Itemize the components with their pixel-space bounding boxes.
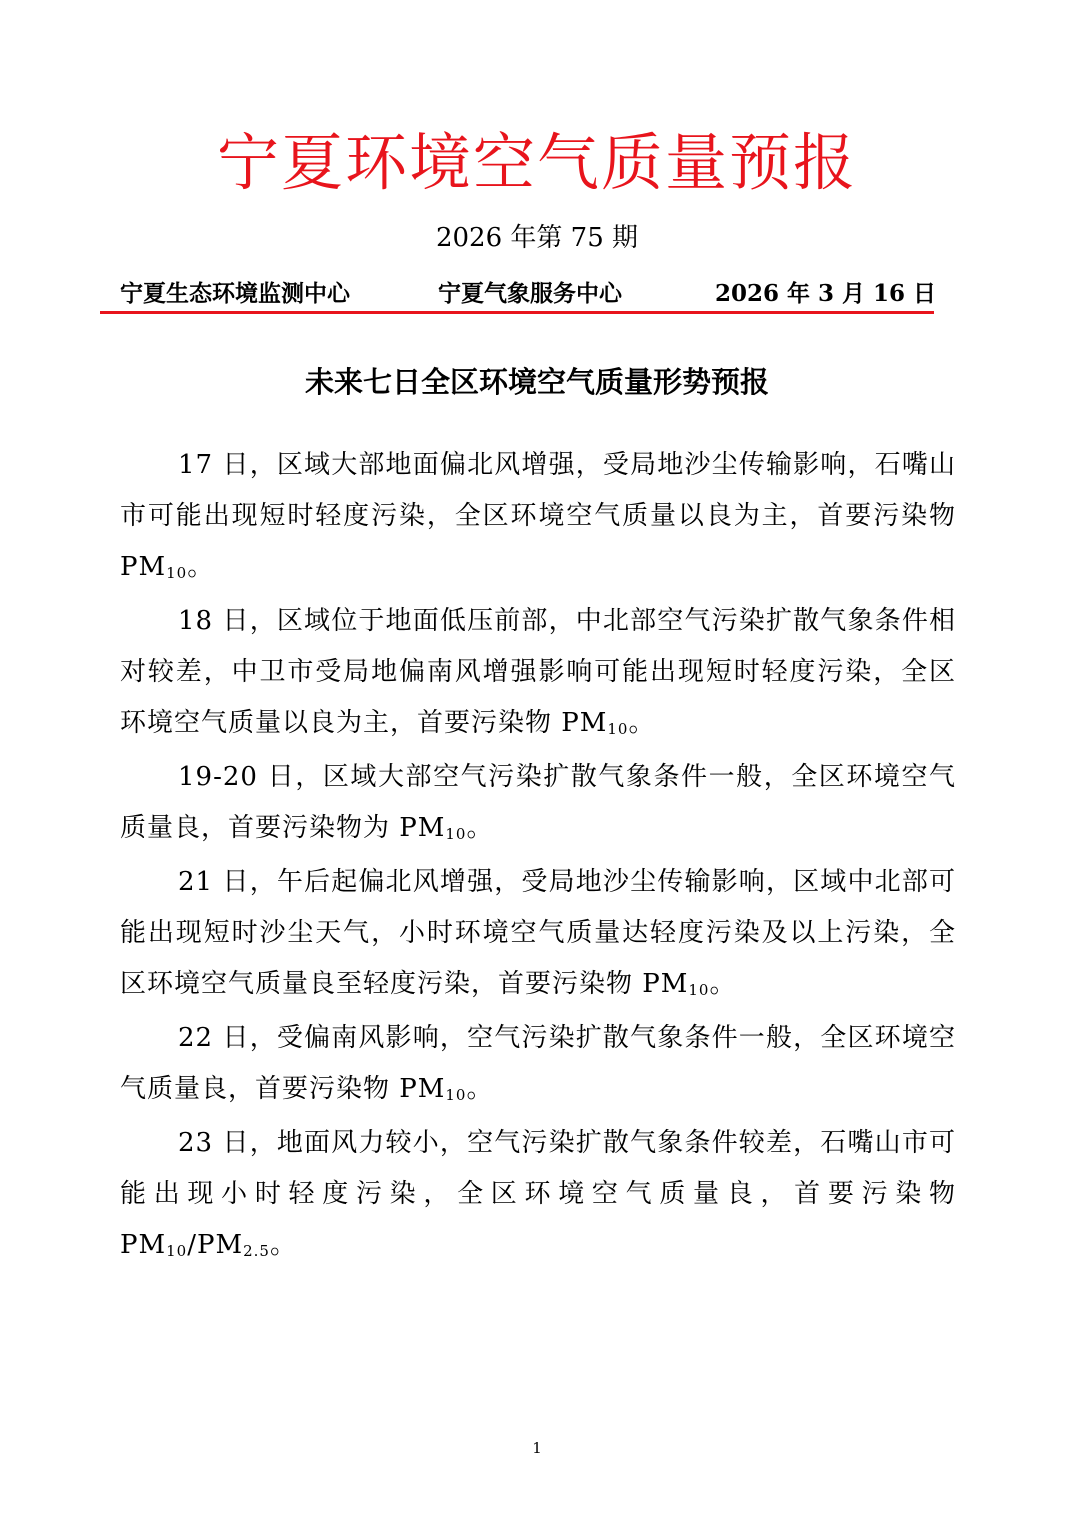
pollutant-subscript: 10: [445, 1086, 467, 1104]
publisher-info-row: [120, 276, 936, 312]
pollutant-subscript: 10: [166, 564, 188, 582]
paragraph-text: 17 日，区域大部地面偏北风增强，受局地沙尘传输影响，石嘴山市可能出现短时轻度污染，全区环境空气质量以良为主，首要污染物 PM: [120, 450, 956, 582]
page-number: 1: [532, 1439, 542, 1457]
red-divider-line: [100, 311, 934, 314]
forecast-paragraph-day19-20: [120, 752, 956, 857]
paragraph-text: 19-20 日，区域大部空气污染扩散气象条件一般，全区环境空气质量良，首要污染物为 PM: [120, 762, 956, 843]
pollutant-subscript: 10: [607, 720, 629, 738]
publisher-env-monitoring-center: 宁夏生态环境监测中心: [120, 280, 350, 307]
paragraph-end: 。: [187, 552, 215, 582]
forecast-paragraph-day21: [120, 857, 956, 1013]
pollutant-subscript: 2.5: [243, 1242, 270, 1260]
issue-number: 2026 年第 75 期: [435, 223, 639, 253]
paragraph-text: 22 日，受偏南风影响，空气污染扩散气象条件一般，全区环境空气质量良，首要污染物 PM: [120, 1023, 956, 1104]
paragraph-end: 。: [466, 1074, 494, 1104]
paragraph-end: 。: [709, 969, 737, 999]
paragraph-text: 18 日，区域位于地面低压前部，中北部空气污染扩散气象条件相对较差，中卫市受局地偏南风增强影响可能出现短时轻度污染，全区环境空气质量以良为主，首要污染物 PM: [120, 606, 956, 738]
forecast-paragraph-day23: [120, 1118, 956, 1274]
pollutant-separator: /PM: [187, 1230, 244, 1260]
publisher-meteorological-center: 宁夏气象服务中心: [438, 280, 622, 307]
paragraph-end: 。: [466, 813, 494, 843]
forecast-body: [120, 440, 956, 1274]
paragraph-end: 。: [628, 708, 656, 738]
publish-date: 2026 年 3 月 16 日: [714, 280, 936, 307]
masthead-title: 宁夏环境空气质量预报: [216, 126, 857, 199]
pollutant-subscript: 10: [445, 825, 467, 843]
pollutant-subscript: 10: [688, 981, 710, 999]
paragraph-end: 。: [269, 1230, 297, 1260]
forecast-paragraph-day18: [120, 596, 956, 752]
pollutant-subscript: 10: [166, 1242, 188, 1260]
section-title: 未来七日全区环境空气质量形势预报: [304, 365, 769, 399]
forecast-paragraph-day22: [120, 1013, 956, 1118]
paragraph-text: 21 日，午后起偏北风增强，受局地沙尘传输影响，区域中北部可能出现短时沙尘天气，小时环境空气质量达轻度污染及以上污染，全区环境空气质量良至轻度污染，首要污染物 PM: [120, 867, 956, 999]
forecast-paragraph-day17: [120, 440, 956, 596]
paragraph-text: 23 日，地面风力较小，空气污染扩散气象条件较差，石嘴山市可能出现小时轻度污染，全区环境空气质量良，首要污染物 PM: [120, 1128, 956, 1260]
